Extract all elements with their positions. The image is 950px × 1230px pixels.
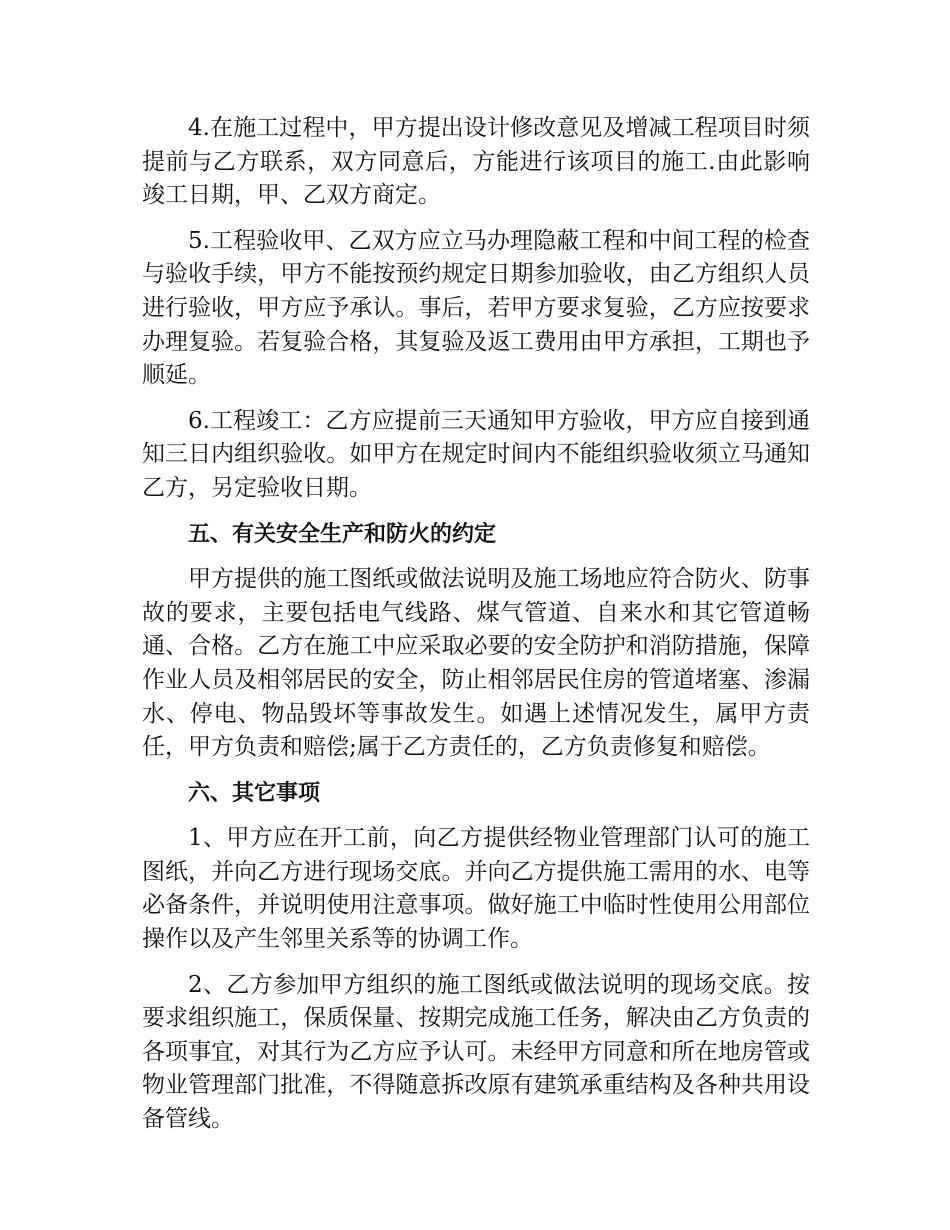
section-5-body: 甲方提供的施工图纸或做法说明及施工场地应符合防火、防事故的要求，主要包括电气线路、煤气管道、自来水和其它管道畅通、合格。乙方在施工中应采取必要的安全防护和消防措施，保障作业人员及相邻居民的安全，防止相邻居民住房的管道堵塞、渗漏水、停电、物品毁坏等事故发生。如遇上述情况发生，属甲方责任，甲方负责和赔偿;属于乙方责任的，乙方负责修复和赔偿。 — [142, 566, 810, 761]
section-6-item-1: 1、甲方应在开工前，向乙方提供经物业管理部门认可的施工图纸，并向乙方进行现场交底。并向乙方提供施工需用的水、电等必备条件，并说明使用注意事项。做好施工中临时性使用公用部位操作以及产生邻里关系等的协调工作。 — [142, 825, 810, 953]
clause-5-paragraph: 5.工程验收甲、乙双方应立马办理隐蔽工程和中间工程的检查与验收手续，甲方不能按预约规定日期参加验收，由乙方组织人员进行验收，甲方应予承认。事后，若甲方要求复验，乙方应按要求办理复验。若复验合格，其复验及返工费用由甲方承担，工期也予顺延。 — [142, 227, 810, 389]
document-body — [142, 112, 810, 1149]
clause-4-paragraph: 4.在施工过程中，甲方提出设计修改意见及增减工程项目时须提前与乙方联系，双方同意后，方能进行该项目的施工.由此影响竣工日期，甲、乙双方商定。 — [142, 115, 810, 209]
section-6-heading: 六、其它事项 — [188, 780, 321, 806]
clause-6-paragraph: 6.工程竣工：乙方应提前三天通知甲方验收，甲方应自接到通知三日内组织验收。如甲方在规定时间内不能组织验收须立马通知乙方，另定验收日期。 — [142, 407, 810, 501]
section-5-heading: 五、有关安全生产和防火的约定 — [188, 521, 497, 547]
section-6-item-2: 2、乙方参加甲方组织的施工图纸或做法说明的现场交底。按要求组织施工，保质保量、按期完成施工任务，解决由乙方负责的各项事宜，对其行为乙方应予认可。未经甲方同意和所在地房管或物业管理部门批准，不得随意拆改原有建筑承重结构及各种共用设备管线。 — [142, 971, 810, 1133]
